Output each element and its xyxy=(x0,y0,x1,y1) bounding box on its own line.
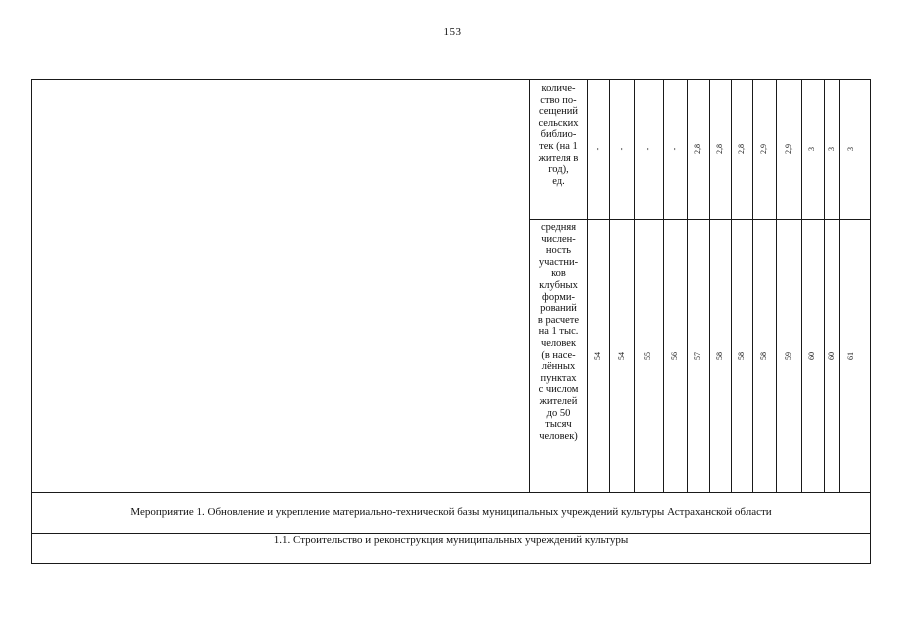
indicator-line: форми- xyxy=(542,291,575,303)
table-top-border xyxy=(31,79,871,80)
indicator-line: участни- xyxy=(538,256,579,268)
indicator-line: рований xyxy=(540,303,577,315)
column-divider xyxy=(587,79,588,492)
indicator-line: на 1 тыс. xyxy=(538,326,579,338)
column-divider xyxy=(634,79,635,492)
value-cell: 3 xyxy=(827,147,836,151)
indicator-line: год), xyxy=(548,164,569,176)
indicator-line: лённых xyxy=(541,361,576,373)
value-cell: 54 xyxy=(617,352,626,360)
indicator-line: библио- xyxy=(540,129,577,141)
value-cell: 2,8 xyxy=(715,144,724,154)
column-divider xyxy=(663,79,664,492)
value-cell: 2,8 xyxy=(737,144,746,154)
value-cell: 3 xyxy=(846,147,855,151)
table-right-border xyxy=(870,79,871,564)
value-cell: 57 xyxy=(693,352,702,360)
column-divider xyxy=(709,79,710,492)
indicator-line: ед. xyxy=(552,175,565,187)
event-title: Мероприятие 1. Обновление и укрепление материально-технической базы муниципальных учреждений культуры Астраханской области xyxy=(130,506,772,518)
column-divider xyxy=(609,79,610,492)
value-cell: 61 xyxy=(846,352,855,360)
value-cell: 3 xyxy=(807,147,816,151)
value-cell: 60 xyxy=(807,352,816,360)
indicator-line: пунктах xyxy=(540,372,577,384)
row-divider xyxy=(529,219,871,220)
indicator-line: в расчете xyxy=(537,314,580,326)
indicator-line: числен- xyxy=(541,233,576,245)
indicator-line: тысяч xyxy=(545,419,572,431)
value-cell: 56 xyxy=(670,352,679,360)
value-cell: 58 xyxy=(715,352,724,360)
page-number: 153 xyxy=(443,26,462,38)
indicator-line: средняя xyxy=(540,222,577,233)
value-cell: 58 xyxy=(759,352,768,360)
column-divider xyxy=(776,79,777,492)
value-cell: - xyxy=(593,147,602,151)
indicator-label-club-participants xyxy=(530,222,587,442)
indicator-line: клубных xyxy=(539,279,578,291)
indicator-line: ство по- xyxy=(540,94,577,106)
indicator-line: с числом xyxy=(538,384,579,396)
value-cell: - xyxy=(643,147,652,151)
indicator-line: (в насе- xyxy=(541,349,576,361)
value-cell: 60 xyxy=(827,352,836,360)
indicator-line: ность xyxy=(545,245,572,257)
indicator-line: количе- xyxy=(541,83,576,94)
value-cell: 54 xyxy=(593,352,602,360)
subevent-title: 1.1. Строительство и реконструкция муниципальных учреждений культуры xyxy=(273,534,629,546)
column-divider xyxy=(731,79,732,492)
column-divider xyxy=(839,79,840,492)
indicator-line: сельских xyxy=(538,117,579,129)
indicator-line: тек (на 1 xyxy=(539,140,578,152)
table-bottom-border xyxy=(31,563,871,564)
column-divider xyxy=(687,79,688,492)
value-cell: 58 xyxy=(737,352,746,360)
value-cell: - xyxy=(670,147,679,151)
value-cell: 2,9 xyxy=(784,144,793,154)
column-divider xyxy=(752,79,753,492)
row-divider xyxy=(31,492,871,493)
value-cell: 2,8 xyxy=(693,144,702,154)
indicator-line: до 50 xyxy=(546,407,571,419)
indicator-line: жителя в xyxy=(538,152,579,164)
indicator-line: жителей xyxy=(539,395,578,407)
indicators-table xyxy=(31,79,871,564)
value-cell: 59 xyxy=(784,352,793,360)
table-left-border xyxy=(31,79,32,564)
indicator-line: человек xyxy=(540,337,577,349)
indicator-line: сещений xyxy=(538,106,579,118)
value-cell: 55 xyxy=(643,352,652,360)
indicator-line: человек) xyxy=(539,430,578,442)
value-cell: 2,9 xyxy=(759,144,768,154)
indicator-label-library-visits xyxy=(530,83,587,187)
indicator-line: ков xyxy=(551,268,566,280)
value-cell: - xyxy=(617,147,626,151)
column-divider xyxy=(801,79,802,492)
